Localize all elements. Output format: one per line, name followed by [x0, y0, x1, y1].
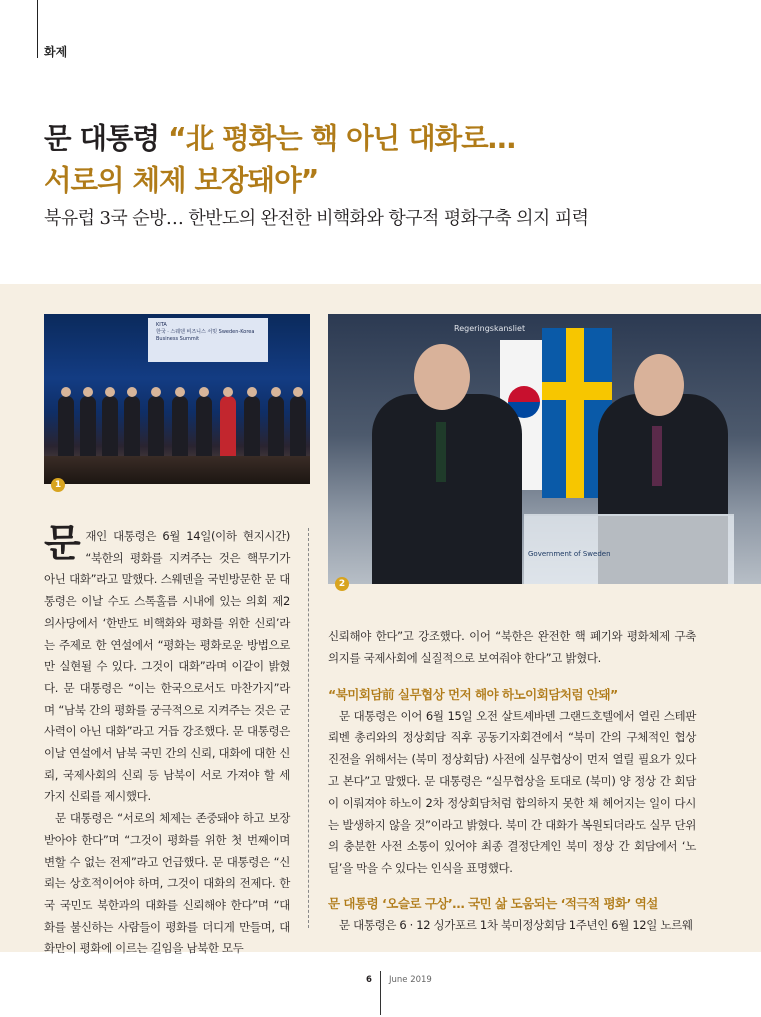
article-column-1 [44, 521, 290, 960]
photo-business-summit [44, 314, 310, 484]
speaker-right-head [634, 354, 684, 416]
dropcap: 문 [44, 521, 81, 565]
article-paragraph: 신뢰해야 한다”고 강조했다. 이어 “북한은 완전한 핵 폐기와 평화체제 구축 의지를 국제사회에 실질적으로 보여줘야 한다”고 밝혔다. [328, 629, 696, 665]
article-paragraph: 문 대통령은 이어 6월 15일 오전 살트셰바덴 그랜드호텔에서 열린 스테판 뢰벤 총리와의 정상회담 직후 공동기자회견에서 “북미 간의 구체적인 협상 진전을 위해서는 (북미 정상회담) 사전에 실무협상이 먼저 열릴 필요가 있다고 본다”고 말했다. 문 대통령은 “실무협상을 토대로 (북미) 양 정상 간 회담이 이뤄져야 하노이 2차 정상회담처럼 합의하지 못한 채 헤어지는 일이 다시는 발생하지 않을 것”이라고 밝혔다. 북미 간 대화가 복원되더라도 실무 단위의 충분한 사전 소통이 있어야 최종 결정단계인 북미 정상 간 회담에서 ‘노딜’을 막을 수 있다는 인식을 표명했다. [328, 708, 696, 876]
headline-prefix: 문 대통령 [44, 122, 160, 155]
photo-press-conference [328, 314, 761, 584]
backdrop-text: Regeringskansliet [454, 324, 526, 333]
column-divider [308, 528, 309, 928]
person [268, 396, 284, 460]
person [172, 396, 188, 460]
speaker-left [372, 394, 522, 584]
subheadline: 북유럽 3국 순방… 한반도의 완전한 비핵화와 항구적 평화구축 의지 피력 [44, 208, 589, 229]
person [58, 396, 74, 460]
tie-icon [652, 426, 662, 486]
person [244, 396, 260, 460]
screen-caption: 한국 · 스웨덴 비즈니스 서밋 Sweden-Korea Business Summit [156, 329, 255, 342]
person [196, 396, 212, 460]
paragraph-text: 재인 대통령은 6월 14일(이하 현지시간) “북한의 평화를 지켜주는 것은 핵무기가 아닌 대화”라고 말했다. 스웨덴을 국빈방문한 문 대통령은 이날 수도 스톡홀름 시내에 있는 의회 제2 의사당에서 ‘한반도 비핵화와 평화를 위한 신뢰’라는 주제로 한 연설에서 “평화는 평화로운 방법으로만 실현될 수 있다. 그것이 대화”라며 이같이 밝혔다. 문 대통령은 “이는 한국으로서도 마찬가지”라며 “남북 간의 평화를 궁극적으로 지켜주는 것은 군사력이 아닌 대화”라고 거듭 강조했다. 문 대통령은 이날 연설에서 남북 국민 간의 신뢰, 대화에 대한 신뢰, 국제사회의 신뢰 등 남북이 서로 가져야 할 세 가지 신뢰를 제시했다. [44, 529, 290, 804]
photo-badge-2: 2 [335, 577, 349, 591]
article-subhead-2: 문 대통령 ‘오슬로 구상’… 국민 삶 도움되는 ‘적극적 평화’ 역설 [328, 895, 658, 911]
page-number: 6 [366, 975, 372, 985]
audience [44, 456, 310, 484]
person [290, 396, 306, 460]
headline-line2: 서로의 체제 보장돼야” [44, 164, 319, 197]
person [148, 396, 164, 460]
lectern-sign: Government of Sweden [528, 550, 611, 558]
issue-date: June 2019 [389, 975, 432, 985]
article-subhead-1: “북미회담前 실무협상 먼저 해야 하노이회담처럼 안돼” [328, 686, 618, 702]
article-paragraph [44, 521, 290, 808]
lectern [524, 514, 734, 584]
article-paragraph: 문 대통령은 6 · 12 싱가포르 1차 북미정상회담 1주년인 6월 12일 노르웨 [339, 917, 693, 932]
person [80, 396, 96, 460]
headline-line1: “北 평화는 핵 아닌 대화로… [159, 122, 516, 155]
tie-icon [436, 422, 446, 482]
headline [44, 118, 734, 202]
person [102, 396, 118, 460]
article-column-2 [328, 626, 696, 937]
person [124, 396, 140, 460]
speaker-left-head [414, 344, 470, 410]
person [220, 396, 236, 460]
stage-screen-text [156, 322, 266, 343]
article-paragraph: 문 대통령은 “서로의 체제는 존중돼야 하고 보장받아야 한다”며 “그것이 평화를 위한 첫 번째이며 변할 수 없는 전제”라고 언급했다. 문 대통령은 “신뢰는 상호적이어야 하며, 그것이 대화의 전제다. 한국 국민도 북한과의 대화를 신뢰해야 한다”며 “대화를 불신하는 사람들이 평화를 더디게 만들며, 대화만이 평화에 이르는 길임을 남북한 모두 [44, 811, 290, 956]
kita-logo: KITA [156, 322, 167, 328]
photo-badge-1: 1 [51, 478, 65, 492]
footer-rule [380, 971, 381, 1015]
header-rule [37, 0, 38, 58]
section-label: 화제 [44, 45, 68, 59]
